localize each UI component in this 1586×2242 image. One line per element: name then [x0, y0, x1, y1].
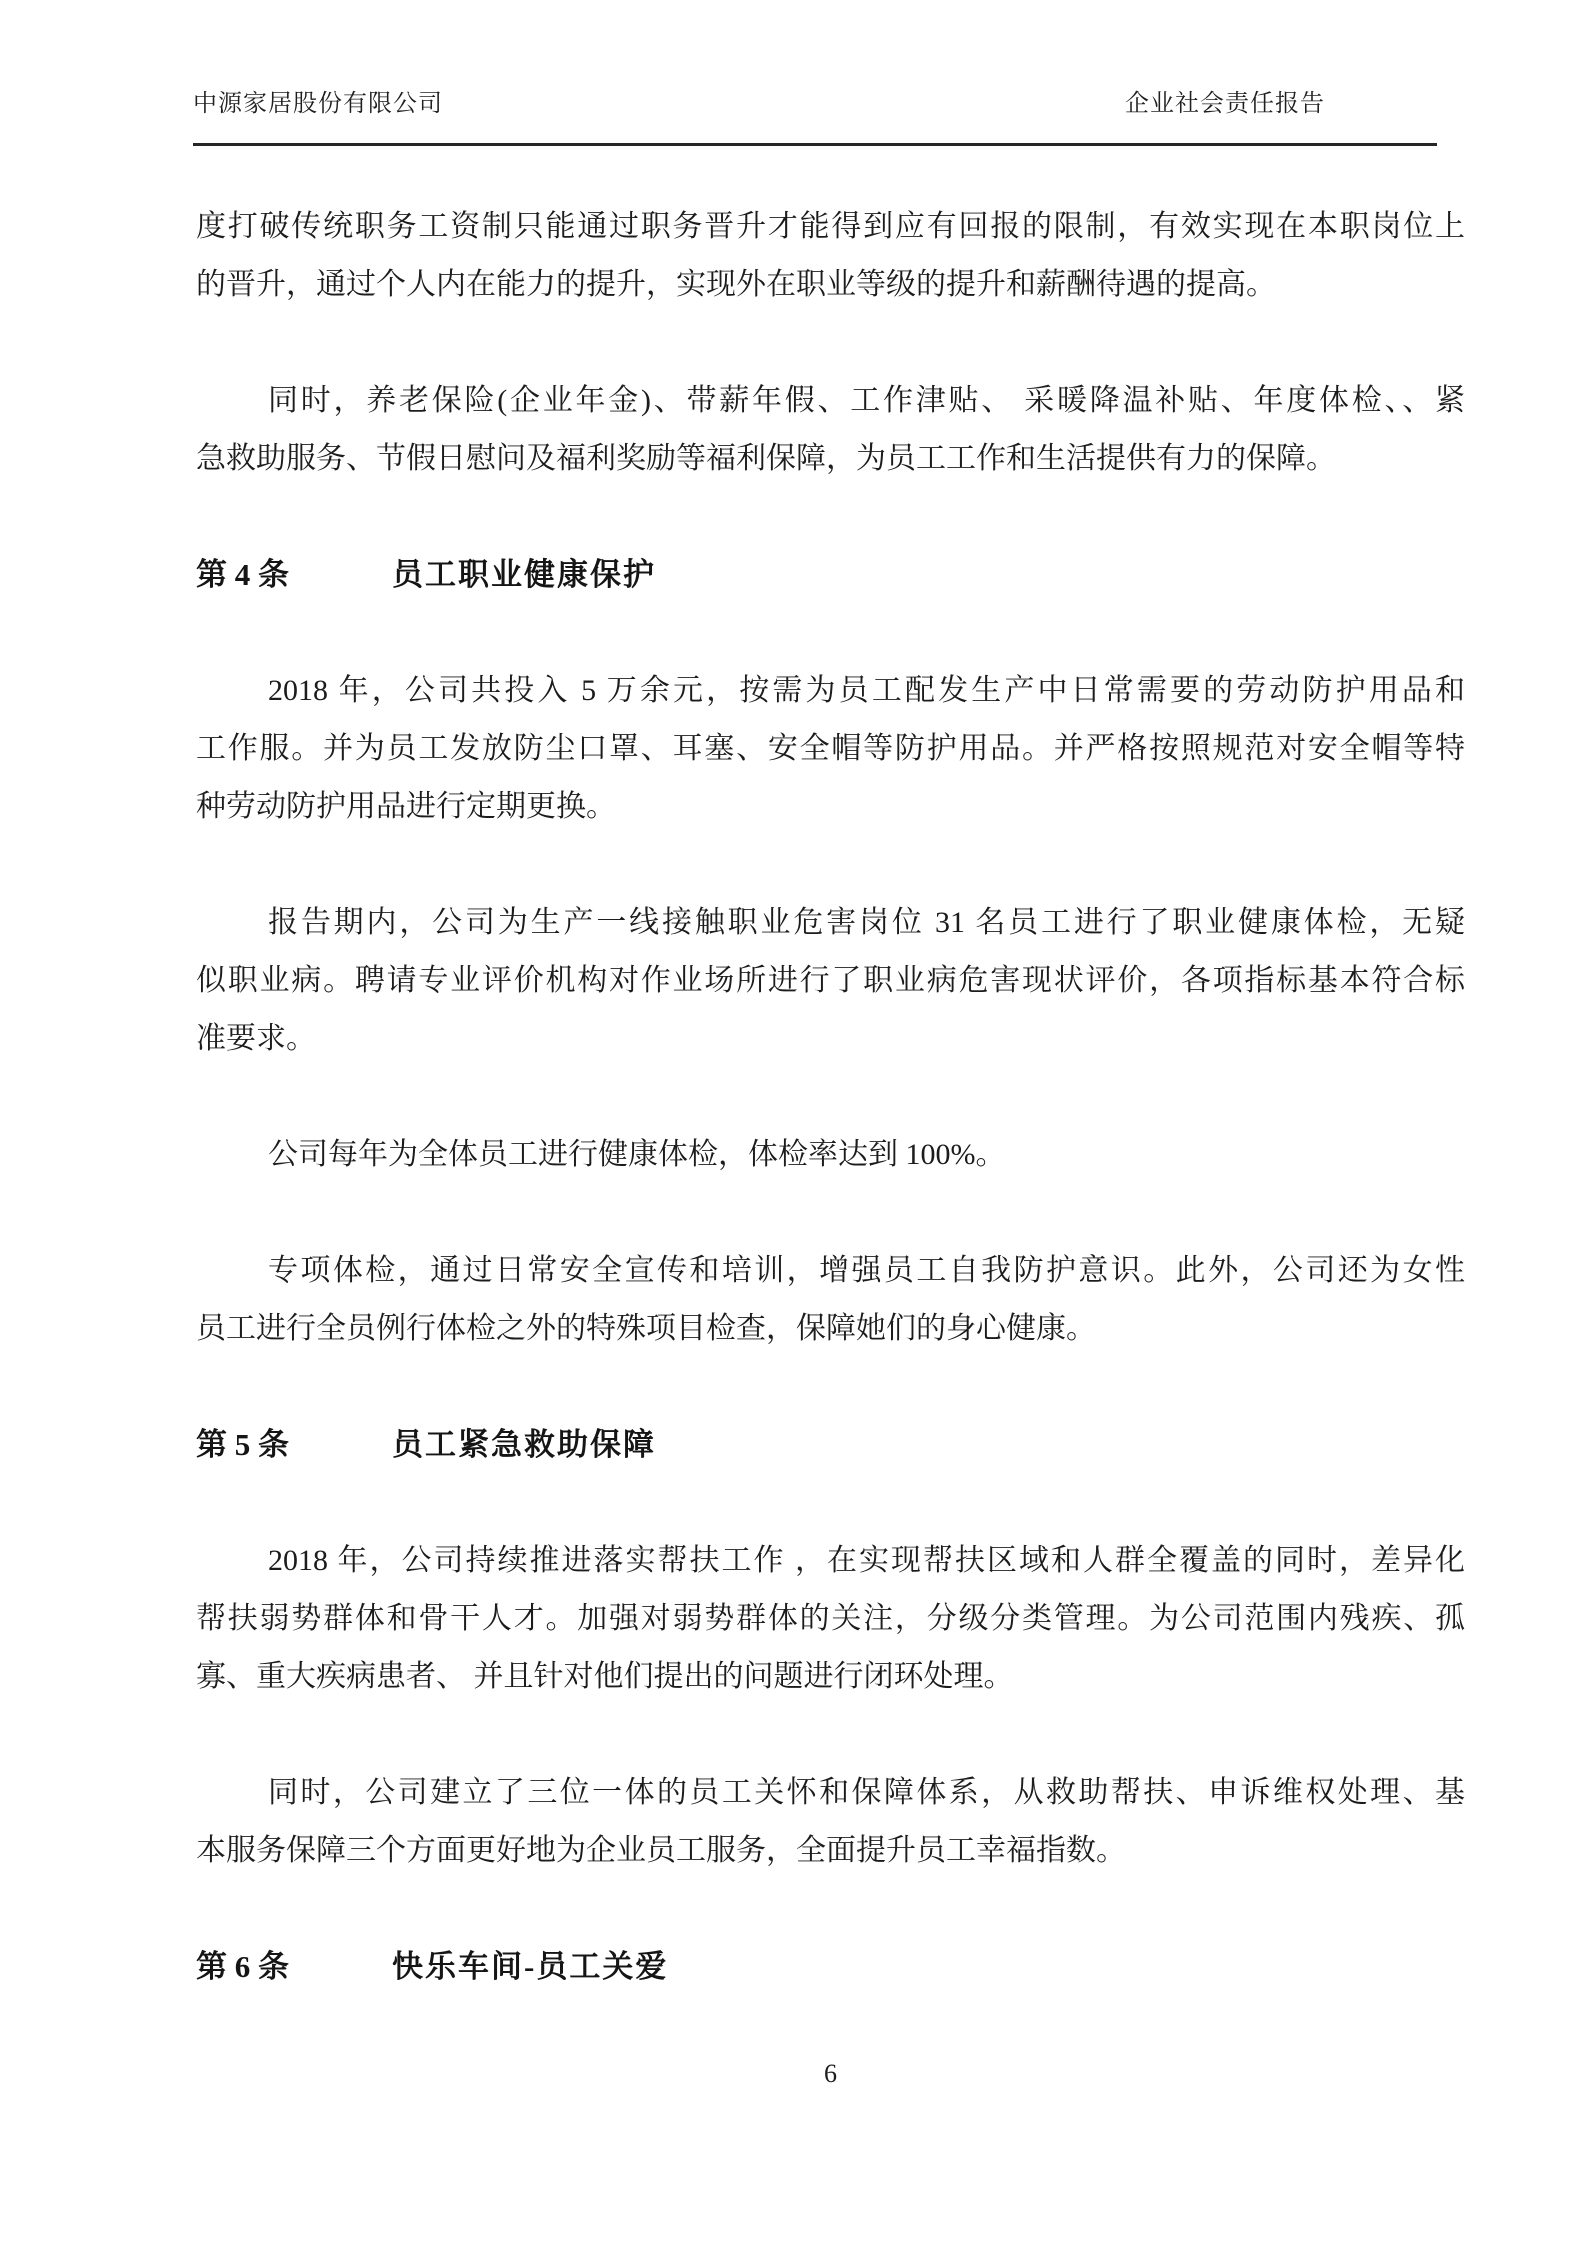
paragraph: [196, 1532, 1465, 1706]
paragraph-line: 度打破传统职务工资制只能通过职务晋升才能得到应有回报的限制，有效实现在本职岗位上: [196, 210, 1465, 243]
page-number: 6: [824, 2059, 837, 2088]
paragraph-line: 寡、重大疾病患者、 并且针对他们提出的问题进行闭环处理。: [196, 1660, 1014, 1693]
paragraph-line: 种劳动防护用品进行定期更换。: [196, 790, 616, 823]
paragraph-line: 专项体检，通过日常安全宣传和培训，增强员工自我防护意识。此外，公司还为女性: [268, 1254, 1465, 1287]
paragraph: [196, 1126, 1465, 1184]
paragraph-line: 员工进行全员例行体检之外的特殊项目检查，保障她们的身心健康。: [196, 1312, 1096, 1345]
section-heading-title: 员工紧急救助保障: [392, 1427, 656, 1462]
paragraph-line: 帮扶弱势群体和骨干人才。加强对弱势群体的关注，分级分类管理。为公司范围内残疾、孤: [196, 1602, 1465, 1635]
section-heading: [196, 1416, 1465, 1474]
section-heading-title: 员工职业健康保护: [392, 557, 656, 592]
paragraph-line: 报告期内，公司为生产一线接触职业危害岗位 31 名员工进行了职业健康体检，无疑: [268, 906, 1465, 939]
paragraph-line: 同时，公司建立了三位一体的员工关怀和保障体系，从救助帮扶、申诉维权处理、基: [268, 1776, 1465, 1809]
paragraph-line: 准要求。: [196, 1022, 316, 1055]
paragraph-line: 的晋升，通过个人内在能力的提升，实现外在职业等级的提升和薪酬待遇的提高。: [196, 268, 1276, 301]
section-heading: [196, 546, 1465, 604]
paragraph-line: 2018 年，公司共投入 5 万余元，按需为员工配发生产中日常需要的劳动防护用品和: [268, 674, 1465, 707]
paragraph-line: 公司每年为全体员工进行健康体检，体检率达到 100%。: [268, 1138, 1006, 1171]
paragraph-line: 工作服。并为员工发放防尘口罩、耳塞、安全帽等防护用品。并严格按照规范对安全帽等特: [196, 732, 1465, 765]
section-heading-number: 第 5 条: [196, 1427, 289, 1462]
paragraph-line: 同时，养老保险(企业年金)、带薪年假、工作津贴、 采暖降温补贴、年度体检、、紧: [268, 384, 1465, 417]
header-report-title: 企业社会责任报告: [1125, 91, 1325, 117]
paragraph: [196, 894, 1465, 1068]
paragraph: [196, 1242, 1465, 1358]
header-company-name: 中源家居股份有限公司: [193, 91, 443, 117]
paragraph-line: 急救助服务、节假日慰问及福利奖励等福利保障，为员工工作和生活提供有力的保障。: [196, 442, 1336, 475]
section-heading-number: 第 6 条: [196, 1949, 289, 1984]
paragraph-line: 似职业病。聘请专业评价机构对作业场所进行了职业病危害现状评价，各项指标基本符合标: [196, 964, 1465, 997]
paragraph: [196, 372, 1465, 488]
section-heading: [196, 1938, 1465, 1996]
page-footer: [196, 2054, 1465, 2094]
page-header: [193, 0, 1437, 146]
paragraph: [196, 198, 1465, 314]
paragraph-line: 本服务保障三个方面更好地为企业员工服务，全面提升员工幸福指数。: [196, 1834, 1126, 1867]
section-heading-title: 快乐车间-员工关爱: [392, 1949, 669, 1984]
paragraph: [196, 1764, 1465, 1880]
paragraph-line: 2018 年，公司持续推进落实帮扶工作 ，在实现帮扶区域和人群全覆盖的同时，差异化: [268, 1544, 1465, 1577]
section-heading-number: 第 4 条: [196, 557, 289, 592]
document-body: [196, 146, 1465, 1996]
paragraph: [196, 662, 1465, 836]
